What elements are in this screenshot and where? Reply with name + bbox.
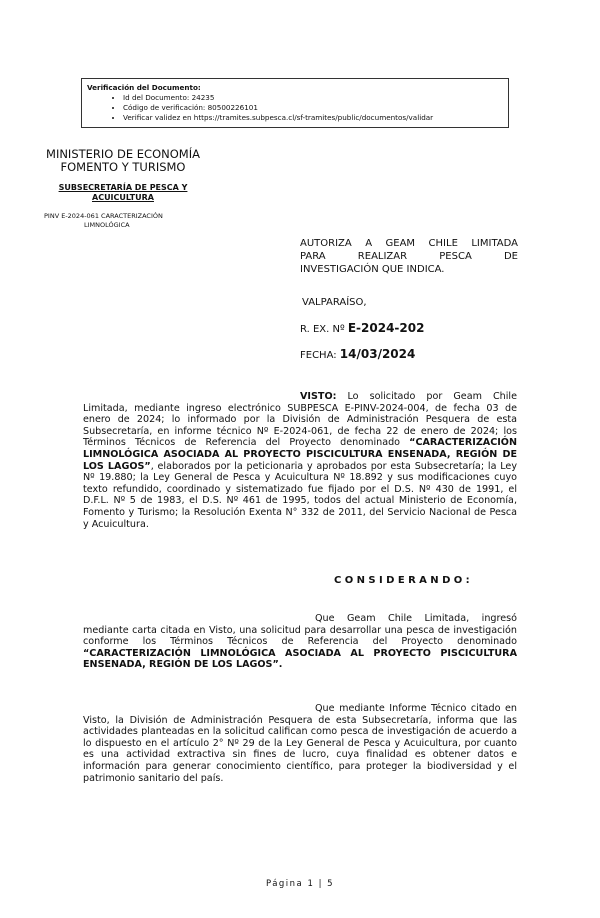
resolution-number-label: R. EX. Nº [300, 324, 345, 335]
ministry-line-1: MINISTERIO DE ECONOMÍA [46, 147, 200, 161]
visto-project-name: “CARACTERIZACIÓN LIMNOLÓGICA ASOCIADA AL PROYECTO PISCICULTURA ENSENADA, REGIÓN DE LOS LAGOS” [83, 437, 517, 472]
verification-box [81, 78, 509, 128]
resolution-summary [300, 237, 518, 276]
reference-line-1: PINV E-2024-061 CARACTERIZACIÓN [44, 212, 163, 220]
page-number: Página 1 | 5 [265, 879, 335, 889]
subsecretaria-line-2: ACUICULTURA [92, 193, 154, 202]
verification-id: • Id del Documento: 24235 [123, 93, 508, 103]
considerando-1-project: “CARACTERIZACIÓN LIMNOLÓGICA ASOCIADA AL PROYECTO PISCICULTURA ENSENADA, REGIÓN DE LOS LAGOS”. [83, 647, 517, 671]
summary-line-2: PARA REALIZAR PESCA DE [300, 251, 518, 262]
place: VALPARAÍSO, [302, 297, 367, 308]
summary-line-3: INVESTIGACIÓN QUE INDICA. [300, 264, 445, 275]
visto-text-b: , elaborados por la peticionaria y aprobados por esta Subsecretaría; la Ley Nº 19.880; la Ley General de Pesca y Acuicultura Nº 18.892 y sus modificaciones cuyo texto refundido, coordinado y sistematizado fue fijado por el D.S. Nº 430 de 1991, el D.F.L. Nº 5 de 1983, el D.S. Nº 461 de 1995, todos del actual Ministerio de Economía, Fomento y Turismo; la Resolución Exenta N° 332 de 2011, del Servicio Nacional de Pesca y Acuicultura. [83, 460, 517, 530]
ministry-name [30, 148, 216, 174]
summary-line-1: AUTORIZA A GEAM CHILE LIMITADA [300, 238, 518, 249]
considerando-1-text: Que Geam Chile Limitada, ingresó mediante carta citada en Visto, una solicitud para desarrollar una pesca de investigación conforme los Términos Técnicos de Referencia del Proyecto denominado [83, 613, 517, 648]
ministry-line-2: FOMENTO Y TURISMO [60, 160, 186, 174]
resolution-date-value: 14/03/2024 [339, 347, 416, 361]
visto-label: VISTO: [300, 391, 337, 402]
verification-list [87, 93, 508, 123]
verification-title: Verificación del Documento: [87, 83, 201, 92]
visto-paragraph [83, 391, 517, 530]
verification-code: • Código de verificación: 80500226101 [123, 103, 508, 113]
reference-code [44, 212, 204, 230]
resolution-date [300, 347, 415, 361]
resolution-number [300, 321, 424, 335]
reference-line-2: LIMNOLÓGICA [84, 221, 130, 229]
considerando-paragraph-1 [83, 613, 517, 671]
subsecretaria-name [40, 183, 206, 203]
considerando-paragraph-2: Que mediante Informe Técnico citado en Visto, la División de Administración Pesquera de esta Subsecretaría, informa que las actividades planteadas en la solicitud califican como pesca de investigación de acuerdo a lo dispuesto en el artículo 2° Nº 29 de la Ley General de Pesca y Acuicultura, por cuanto es una actividad extractiva sin fines de lucro, cuya finalidad es obtener datos e información para generar conocimiento científico, para proteger la biodiversidad y el patrimonio sanitario del país. [83, 703, 517, 784]
resolution-number-value: E-2024-202 [347, 321, 425, 335]
subsecretaria-line-1: SUBSECRETARÍA DE PESCA Y [58, 183, 188, 192]
resolution-date-label: FECHA: [300, 350, 337, 361]
verification-url: • Verificar validez en https://tramites.subpesca.cl/sf-tramites/public/documentos/validar [123, 113, 508, 123]
visto-text-a: Lo solicitado por Geam Chile Limitada, mediante ingreso electrónico SUBPESCA E-PINV-2024-004, de fecha 03 de enero de 2024; lo informado por la División de Administración Pesquera de esta Subsecretaría, en informe técnico Nº E-2024-061, de fecha 22 de enero de 2024; los Términos Técnicos de Referencia del Proyecto denominado [83, 391, 517, 449]
considerando-heading: CONSIDERANDO: [334, 575, 474, 586]
